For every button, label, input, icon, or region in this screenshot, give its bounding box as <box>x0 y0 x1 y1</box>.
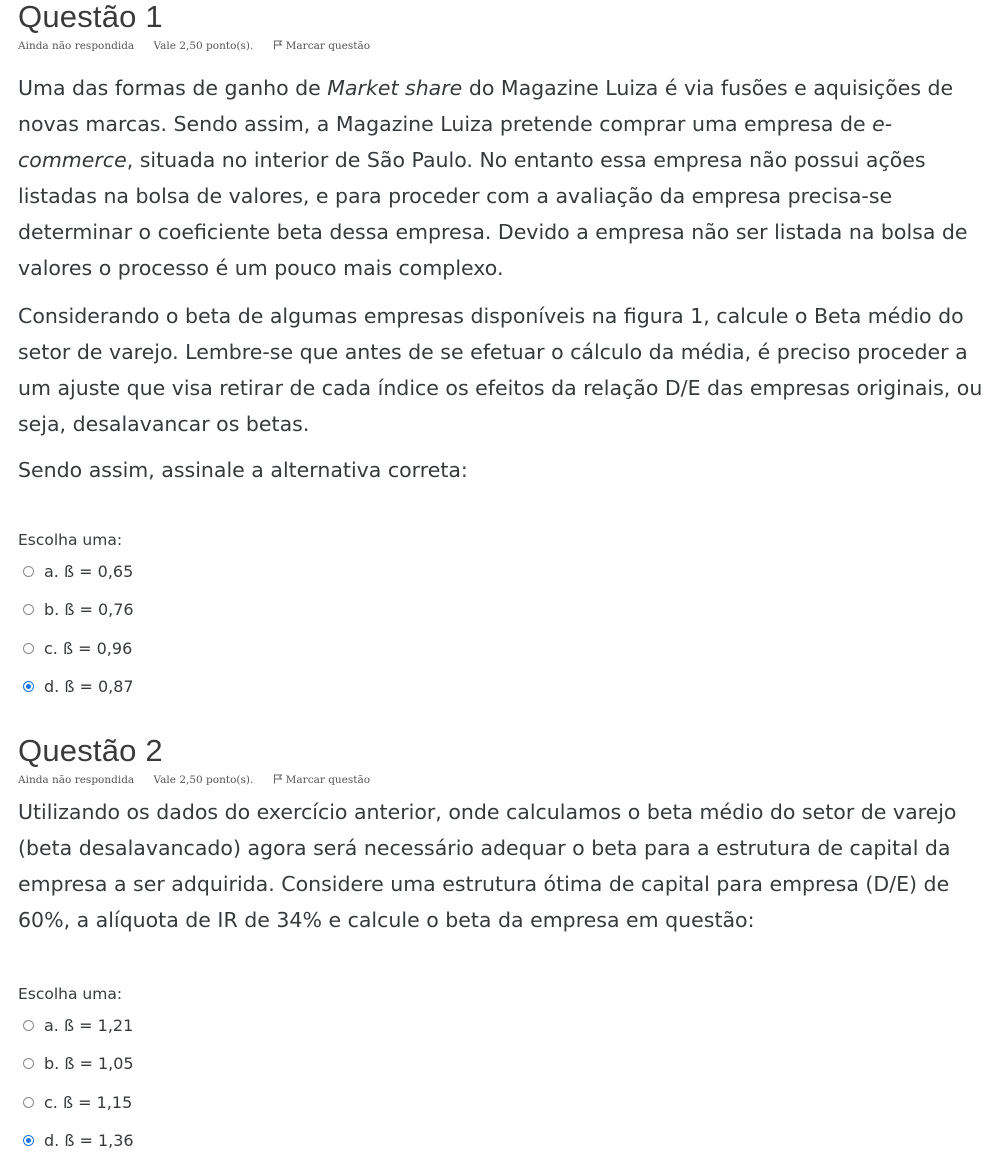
answer-prompt: Escolha uma: <box>18 985 123 1003</box>
answer-option-b[interactable] <box>18 1045 990 1084</box>
answer-label: b. ß = 1,05 <box>44 1054 134 1074</box>
question-title: Questão 1 <box>18 0 163 34</box>
italic-term: e-commerce <box>18 112 893 172</box>
answer-option-c[interactable] <box>18 1083 990 1122</box>
answer-option-a[interactable] <box>18 552 990 591</box>
radio-button[interactable] <box>23 566 34 577</box>
answer-option-d[interactable] <box>18 1122 990 1161</box>
italic-term: Market share <box>327 76 463 100</box>
answer-list <box>18 1006 990 1160</box>
flag-question-label: Marcar questão <box>285 774 371 786</box>
answer-option-b[interactable] <box>18 591 990 630</box>
answer-option-a[interactable] <box>18 1006 990 1045</box>
question-text <box>18 794 990 938</box>
radio-button-selected[interactable] <box>23 1135 34 1146</box>
answer-option-d[interactable] <box>18 668 990 707</box>
answer-label: d. ß = 0,87 <box>44 677 134 697</box>
question-status: Ainda não respondida <box>18 40 135 52</box>
question-text <box>18 70 990 488</box>
flag-question-label: Marcar questão <box>285 40 371 52</box>
answer-label: c. ß = 0,96 <box>44 638 133 658</box>
radio-button[interactable] <box>23 1097 34 1108</box>
flag-question-link[interactable] <box>273 774 386 786</box>
question-paragraph <box>18 70 990 286</box>
radio-button[interactable] <box>23 1058 34 1069</box>
question-paragraph: Considerando o beta de algumas empresas disponíveis na figura 1, calcule o Beta médio do setor de varejo. Lembre-se que antes de se efetuar o cálculo da média, é preciso proceder a um ajuste que visa retirar de cada índice os efeitos da relação D/E das empresas originais, ou seja, desalavancar os betas. <box>18 304 983 436</box>
question-info <box>18 772 990 788</box>
flag-question-link[interactable] <box>273 40 386 52</box>
text-span: Uma das formas de ganho de <box>18 76 328 100</box>
answer-option-c[interactable] <box>18 629 990 668</box>
text-span: , situada no interior de São Paulo. No entanto essa empresa não possui ações listadas na bolsa de valores, e para proceder com a avaliação da empresa precisa-se determinar o coeficiente beta dessa empresa. Devido a empresa não ser listada na bolsa de valores o processo é um pouco mais complexo. <box>18 148 968 280</box>
radio-button-selected[interactable] <box>23 681 34 692</box>
flag-icon <box>273 774 283 784</box>
question-grade: Vale 2,50 ponto(s). <box>153 774 254 786</box>
answer-label: b. ß = 0,76 <box>44 600 134 620</box>
question-grade: Vale 2,50 ponto(s). <box>153 40 254 52</box>
question-title: Questão 2 <box>18 733 163 768</box>
answer-label: d. ß = 1,36 <box>44 1131 134 1151</box>
text-span: do Magazine Luiza é via fusões e aquisições de novas marcas. Sendo assim, a Magazine Luiza pretende comprar uma empresa de <box>18 76 954 136</box>
question-paragraph: Sendo assim, assinale a alternativa correta: <box>18 458 468 482</box>
answer-label: c. ß = 1,15 <box>44 1092 133 1112</box>
question-status: Ainda não respondida <box>18 774 135 786</box>
answer-label: a. ß = 1,21 <box>44 1015 134 1035</box>
radio-button[interactable] <box>23 1020 34 1031</box>
answer-label: a. ß = 0,65 <box>44 561 134 581</box>
answer-prompt: Escolha uma: <box>18 531 123 549</box>
question-info <box>18 38 990 54</box>
flag-icon <box>273 40 283 50</box>
radio-button[interactable] <box>23 604 34 615</box>
question-1 <box>18 0 990 706</box>
radio-button[interactable] <box>23 643 34 654</box>
question-2 <box>18 734 990 1160</box>
answer-list <box>18 552 990 706</box>
question-paragraph: Utilizando os dados do exercício anterior, onde calculamos o beta médio do setor de varejo (beta desalavancado) agora será necessário adequar o beta para a estrutura de capital da empresa a ser adquirida. Considere uma estrutura ótima de capital para empresa (D/E) de 60%, a alíquota de IR de 34% e calcule o beta da empresa em questão: <box>18 800 957 932</box>
